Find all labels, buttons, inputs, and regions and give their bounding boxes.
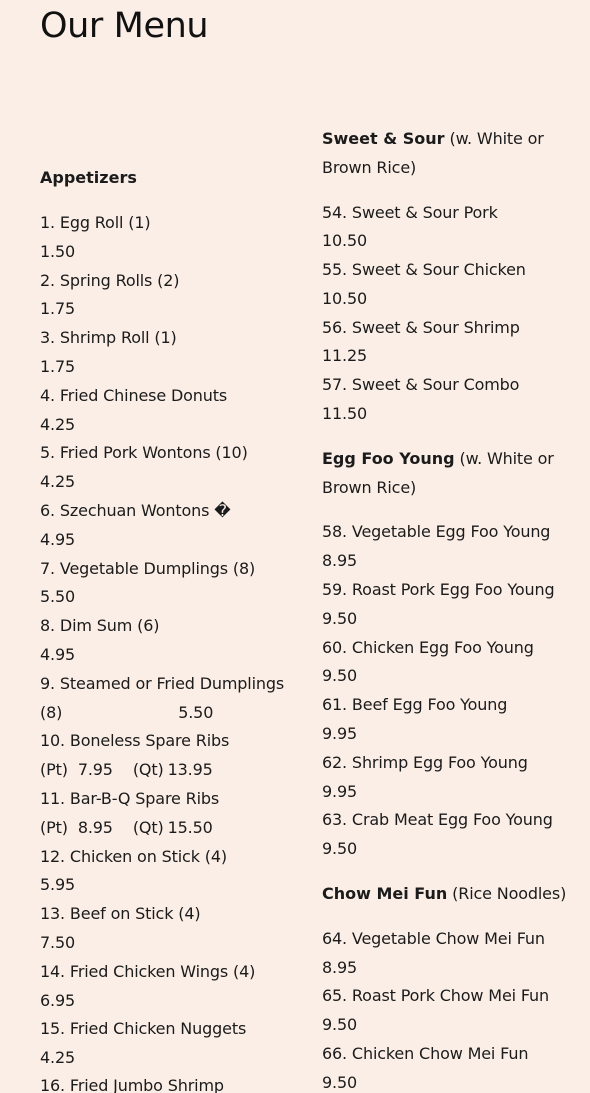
menu-item-price: 10.50: [322, 289, 368, 308]
menu-item-size-prices: [40, 760, 213, 780]
menu-item-name: 4. Fried Chinese Donuts: [40, 386, 228, 405]
menu-item-name: 5. Fried Pork Wontons (10): [40, 443, 248, 462]
size-label-pint: (Pt): [40, 818, 68, 837]
menu-item-name: 13. Beef on Stick (4): [40, 904, 201, 923]
menu-item-price: 11.50: [322, 404, 368, 423]
section-header-egg-foo-young: [322, 449, 554, 469]
menu-item-price: 1.75: [40, 299, 76, 318]
menu-item-name: 11. Bar-B-Q Spare Ribs: [40, 789, 220, 808]
menu-item-name: 66. Chicken Chow Mei Fun: [322, 1044, 529, 1063]
section-header-sweet-sour: [322, 129, 544, 149]
menu-item-name: 58. Vegetable Egg Foo Young: [322, 522, 551, 541]
menu-item-name: 14. Fried Chicken Wings (4): [40, 962, 256, 981]
section-note-cont: Brown Rice): [322, 478, 417, 497]
section-title: Egg Foo Young: [322, 449, 455, 468]
menu-item-name: 3. Shrimp Roll (1): [40, 328, 177, 347]
menu-item-price: 9.95: [322, 782, 358, 801]
menu-item-name: 15. Fried Chicken Nuggets: [40, 1019, 247, 1038]
menu-item-name: 10. Boneless Spare Ribs: [40, 731, 230, 750]
menu-item-price: 5.50: [40, 587, 76, 606]
menu-item-name: 54. Sweet & Sour Pork: [322, 203, 498, 222]
price-pint: 7.95: [77, 760, 113, 779]
size-label-quart: (Qt): [132, 760, 164, 779]
menu-item-size-prices: [40, 818, 213, 838]
menu-item-name: 8. Dim Sum (6): [40, 616, 160, 635]
menu-item-name: 1. Egg Roll (1): [40, 213, 151, 232]
menu-item-price: 9.50: [322, 666, 358, 685]
price-quart: 15.50: [167, 818, 213, 837]
section-note: (w. White or: [459, 449, 554, 468]
menu-item-price: 4.25: [40, 415, 76, 434]
menu-item-price: 1.50: [40, 242, 76, 261]
menu-item-price: 9.50: [322, 609, 358, 628]
menu-item-name-cont: [40, 703, 213, 723]
menu-item-name: 64. Vegetable Chow Mei Fun: [322, 929, 545, 948]
section-note: (w. White or: [449, 129, 544, 148]
size-label-pint: (Pt): [40, 760, 68, 779]
menu-item-name: 57. Sweet & Sour Combo: [322, 375, 520, 394]
menu-item-price: 9.50: [322, 1073, 358, 1092]
price-quart: 13.95: [167, 760, 213, 779]
menu-item-name: 16. Fried Jumbo Shrimp: [40, 1076, 224, 1093]
menu-item-price: 9.50: [322, 1015, 358, 1034]
section-header-chow-mei-fun: [322, 884, 566, 904]
menu-item-price: 4.95: [40, 645, 76, 664]
menu-item-price: 1.75: [40, 357, 76, 376]
menu-item-name: 9. Steamed or Fried Dumplings: [40, 674, 285, 693]
menu-item-price: 10.50: [322, 231, 368, 250]
section-title-appetizers: Appetizers: [40, 168, 137, 187]
menu-item-price: 11.25: [322, 346, 368, 365]
menu-item-name: 2. Spring Rolls (2): [40, 271, 180, 290]
section-title: Sweet & Sour: [322, 129, 445, 148]
size-label-quart: (Qt): [132, 818, 164, 837]
menu-item-qty: (8): [40, 703, 63, 722]
menu-item-price: 6.95: [40, 991, 76, 1010]
menu-item-name: 60. Chicken Egg Foo Young: [322, 638, 534, 657]
section-note: (Rice Noodles): [452, 884, 567, 903]
menu-item-name: 12. Chicken on Stick (4): [40, 847, 227, 866]
menu-item-name: 55. Sweet & Sour Chicken: [322, 260, 526, 279]
menu-item-price: 8.95: [322, 958, 358, 977]
menu-item-price: 4.25: [40, 472, 76, 491]
menu-item-price: 9.50: [322, 839, 358, 858]
menu-item-price: 4.25: [40, 1048, 76, 1067]
menu-item-name: 62. Shrimp Egg Foo Young: [322, 753, 528, 772]
page-title: Our Menu: [40, 6, 209, 46]
menu-item-name: 6. Szechuan Wontons �: [40, 501, 231, 520]
menu-item-name: 61. Beef Egg Foo Young: [322, 695, 508, 714]
menu-item-name: 63. Crab Meat Egg Foo Young: [322, 810, 553, 829]
menu-item-name: 59. Roast Pork Egg Foo Young: [322, 580, 555, 599]
menu-item-price: 9.95: [322, 724, 358, 743]
menu-item-price: 8.95: [322, 551, 358, 570]
menu-item-name: 56. Sweet & Sour Shrimp: [322, 318, 520, 337]
section-note-cont: Brown Rice): [322, 158, 417, 177]
menu-item-name: 65. Roast Pork Chow Mei Fun: [322, 986, 550, 1005]
menu-item-price: 7.50: [40, 933, 76, 952]
menu-item-price: 5.95: [40, 875, 76, 894]
section-title: Chow Mei Fun: [322, 884, 448, 903]
price-pint: 8.95: [77, 818, 113, 837]
menu-item-price: 5.50: [178, 703, 214, 722]
menu-item-price: 4.95: [40, 530, 76, 549]
menu-item-name: 7. Vegetable Dumplings (8): [40, 559, 256, 578]
